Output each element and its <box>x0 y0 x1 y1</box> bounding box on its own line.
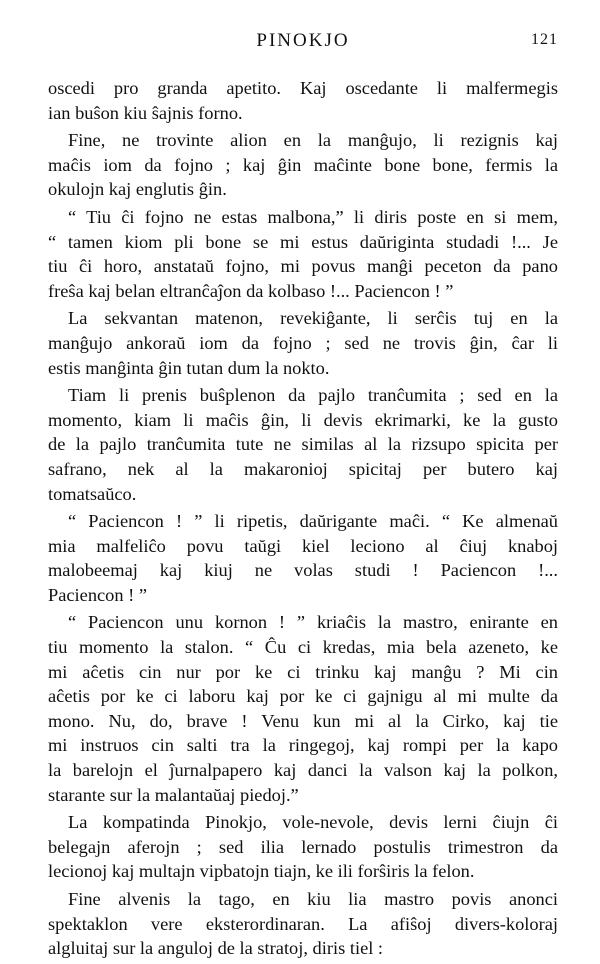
text-line: mi aĉetis cin nur por ke ci trinku kaj manĝu ? Mi cin <box>48 661 558 682</box>
paragraph <box>48 509 558 607</box>
text-line: algluitaj sur la anguloj de la stratoj, diris tiel : <box>48 938 384 959</box>
text-line: ian buŝon kiu ŝajnis forno. <box>48 102 243 123</box>
text-line: Paciencon ! ” <box>48 584 148 605</box>
paragraph <box>48 810 558 884</box>
text-line: Fine alvenis la tago, en kiu lia mastro povis anonci <box>68 889 558 909</box>
text-line: tomatsaŭco. <box>48 483 137 504</box>
text-line: lecionoj kaj multajn vipbatojn tiajn, ke ili forŝiris la felon. <box>48 861 475 882</box>
text-line: tiu momento la stalon. “ Ĉu ci kredas, mia bela azeneto, ke <box>48 637 558 658</box>
text-line: safrano, nek al la makaronioj spicitaj per butero kaj <box>48 458 558 479</box>
paragraph <box>48 128 558 202</box>
paragraph <box>48 76 558 125</box>
text-line: tiu ĉi horo, anstataŭ fojno, mi povus manĝi peceton da pano <box>48 256 558 277</box>
text-line: okulojn kaj englutis ĝin. <box>48 179 227 200</box>
text-line: la barelojn el ĵurnalpapero kaj danci la valson kaj la polkon, <box>48 760 558 781</box>
text-line: mono. Nu, do, brave ! Venu kun mi al la Cirko, kaj tie <box>48 710 558 731</box>
text-line: malobeemaj kaj kiuj ne volas studi ! Paciencon !... <box>48 560 558 581</box>
text-line: oscedi pro granda apetito. Kaj oscedante li malfermegis <box>48 78 558 98</box>
page-header <box>48 30 558 54</box>
text-line: mi instruos cin salti tra la ringegoj, kaj rompi per la kapo <box>48 735 558 756</box>
text-line: momento, kiam li maĉis ĝin, li devis ekrimarki, ke la gusto <box>48 409 558 430</box>
text-line: mia malfeliĉo povu taŭgi kiel leciono al ĉiuj knaboj <box>48 535 558 556</box>
text-line: estis manĝinta ĝin tutan dum la nokto. <box>48 357 330 378</box>
paragraph <box>48 306 558 380</box>
text-line: “ Paciencon unu kornon ! ” kriaĉis la mastro, enirante en <box>68 612 558 633</box>
text-line: La kompatinda Pinokjo, vole-nevole, devis lerni ĉiujn ĉi <box>68 812 558 833</box>
text-line: La sekvantan matenon, revekiĝante, li serĉis tuj en la <box>68 308 558 329</box>
paragraph <box>48 887 558 961</box>
text-line: maĉis iom da fojno ; kaj ĝin maĉinte bone bone, fermis la <box>48 154 558 175</box>
text-line: spektaklon vere eksterordinaran. La afiŝoj divers-koloraj <box>48 913 558 934</box>
text-line: “ Paciencon ! ” li ripetis, daŭrigante maĉi. “ Ke almenaŭ <box>68 511 558 532</box>
body-text <box>48 76 558 964</box>
text-line: de la pajlo tranĉumita tute ne similas al la rizsupo spicita per <box>48 434 558 455</box>
paragraph <box>48 205 558 303</box>
text-line: starante sur la malantaŭaj piedoj.” <box>48 784 299 805</box>
text-line: Tiam li prenis buŝplenon da pajlo tranĉumita ; sed en la <box>68 385 558 406</box>
text-line: manĝujo ankoraŭ iom da fojno ; sed ne trovis ĝin, ĉar li <box>48 332 558 353</box>
text-line: freŝa kaj belan eltranĉaĵon da kolbaso !... Paciencon ! ” <box>48 280 454 301</box>
text-line: belegajn aferojn ; sed ilia lernado postulis trimestron da <box>48 836 558 857</box>
paragraph <box>48 610 558 807</box>
text-line: Fine, ne trovinte alion en la manĝujo, li rezignis kaj <box>68 130 558 151</box>
text-line: “ Tiu ĉi fojno ne estas malbona,” li diris poste en si mem, <box>68 206 558 227</box>
page-number: 121 <box>531 31 558 48</box>
text-line: aĉetis por ke ci laboru kaj por ke ci gajnigu al mi multe da <box>48 686 558 707</box>
paragraph <box>48 383 558 506</box>
running-title: PINOKJO <box>256 30 350 51</box>
text-line: “ tamen kiom pli bone se mi estus daŭriginta studadi !... Je <box>48 231 558 252</box>
